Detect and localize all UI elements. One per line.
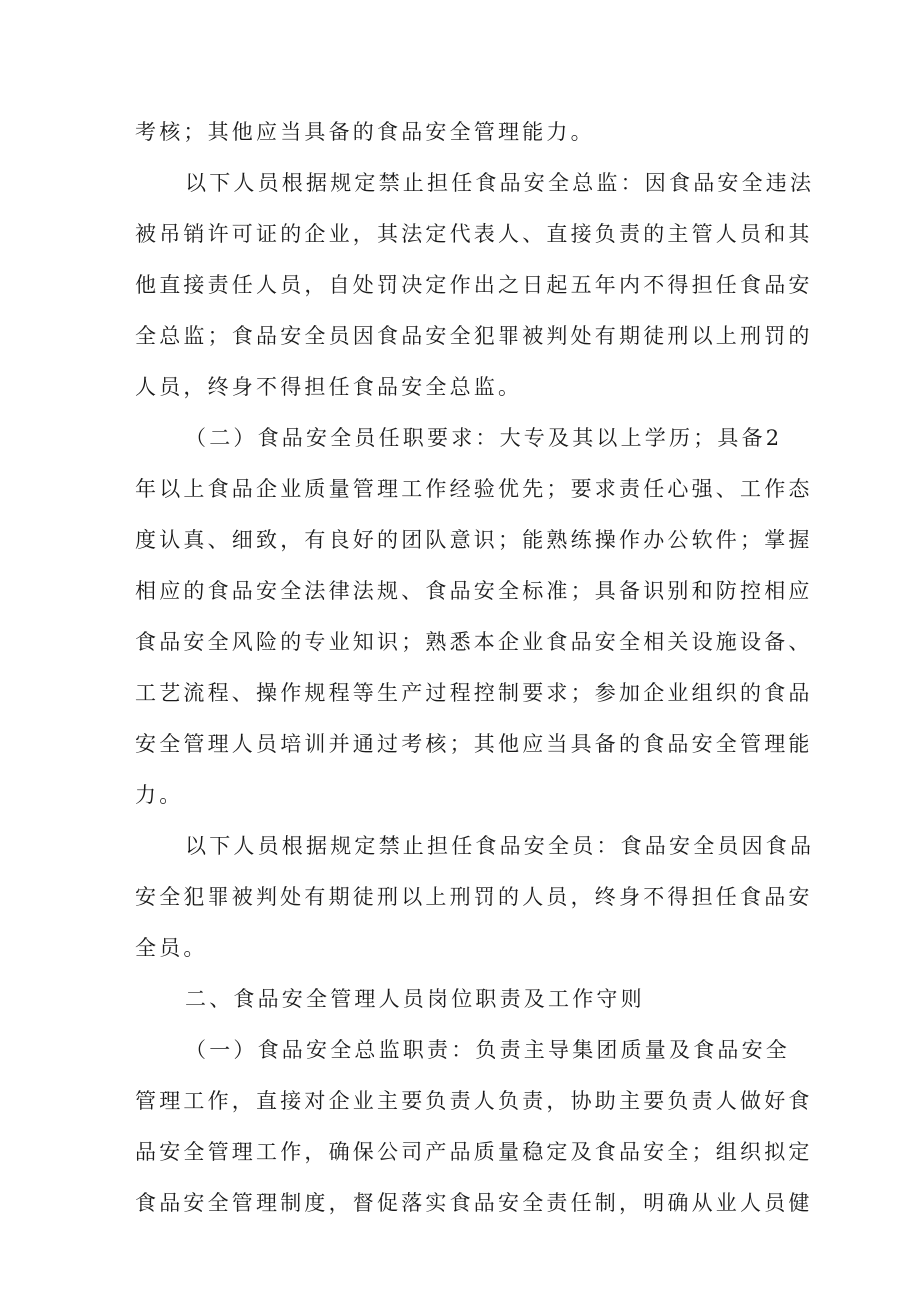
paragraph-first-line: 以下人员根据规定禁止担任食品安全总监：因食品安全违法 [185, 171, 815, 195]
paragraph-first-line: （二）食品安全员任职要求：大专及其以上学历；具备2 [185, 426, 783, 450]
text-line: 年以上食品企业质量管理工作经验优先；要求责任心强、工作态 [135, 477, 813, 501]
text-line: 他直接责任人员，自处罚决定作出之日起五年内不得担任食品安 [135, 273, 813, 297]
text-line: 力。 [135, 783, 184, 807]
text-line: 人员，终身不得担任食品安全总监。 [135, 375, 523, 399]
text-line: 安全犯罪被判处有期徒刑以上刑罚的人员，终身不得担任食品安 [135, 885, 813, 909]
text-line: 安全管理人员培训并通过考核；其他应当具备的食品安全管理能 [135, 732, 813, 756]
paragraph-first-line: （一）食品安全总监职责：负责主导集团质量及食品安全 [185, 1038, 790, 1062]
text-line: 工艺流程、操作规程等生产过程控制要求；参加企业组织的食品 [135, 681, 813, 705]
text-line: 管理工作，直接对企业主要负责人负责，协助主要负责人做好食 [135, 1089, 813, 1113]
text-line: 全总监；食品安全员因食品安全犯罪被判处有期徒刑以上刑罚的 [135, 324, 813, 348]
text-line: 品安全管理工作，确保公司产品质量稳定及食品安全；组织拟定 [135, 1140, 813, 1164]
text-line: 全员。 [135, 936, 208, 960]
text-line: 食品安全管理制度，督促落实食品安全责任制，明确从业人员健 [135, 1191, 813, 1215]
paragraph-first-line: 以下人员根据规定禁止担任食品安全员：食品安全员因食品 [185, 834, 815, 858]
section-heading: 二、食品安全管理人员岗位职责及工作守则 [185, 987, 645, 1011]
text-line: 度认真、细致，有良好的团队意识；能熟练操作办公软件；掌握 [135, 528, 813, 552]
text-line: 食品安全风险的专业知识；熟悉本企业食品安全相关设施设备、 [135, 630, 813, 654]
text-line: 被吊销许可证的企业，其法定代表人、直接负责的主管人员和其 [135, 222, 813, 246]
text-line: 相应的食品安全法律法规、食品安全标准；具备识别和防控相应 [135, 579, 813, 603]
text-line: 考核；其他应当具备的食品安全管理能力。 [135, 120, 595, 144]
